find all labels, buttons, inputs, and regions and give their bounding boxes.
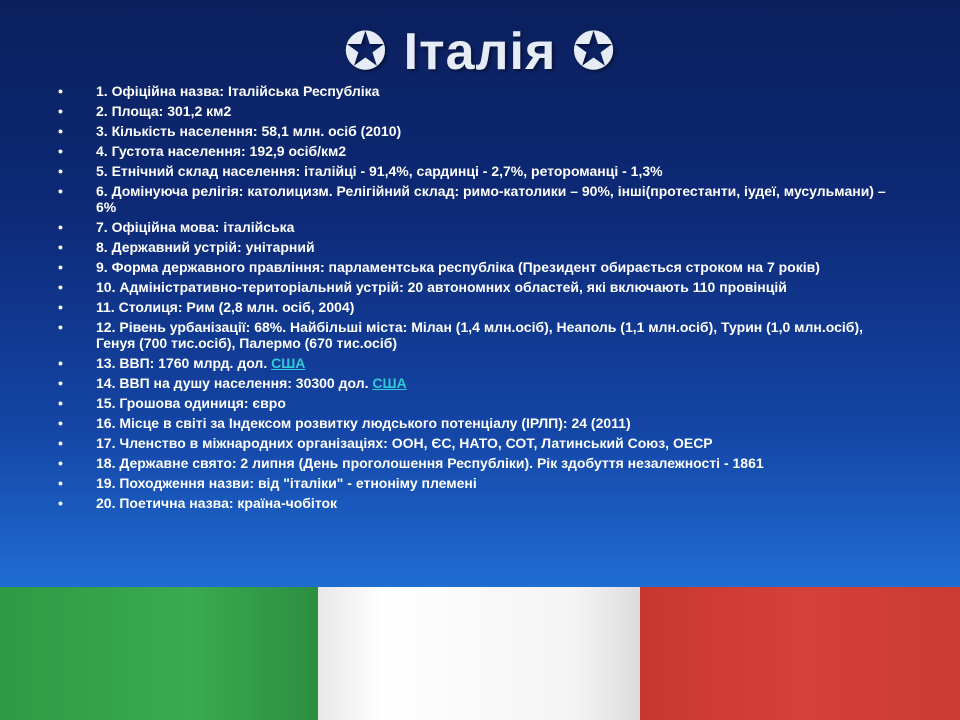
list-item (58, 395, 898, 411)
list-item-text: 4. Густота населення: 192,9 осіб/км2 (96, 143, 347, 159)
list-item (58, 355, 898, 371)
list-item-text: 20. Поетична назва: країна-чобіток (96, 495, 338, 511)
bullet-icon: • (58, 259, 63, 275)
slide-title: ✪ Італія ✪ (343, 23, 617, 81)
list-item (58, 219, 898, 235)
bullet-icon: • (58, 103, 63, 119)
bullet-icon: • (58, 415, 63, 431)
bullet-icon: • (58, 355, 63, 371)
bullet-icon: • (58, 495, 63, 511)
flag-white-band (318, 587, 640, 720)
list-item (58, 123, 898, 139)
bullet-icon: • (58, 143, 63, 159)
flag-red-band (640, 587, 960, 720)
list-item (58, 495, 898, 511)
bullet-icon: • (58, 299, 63, 315)
bullet-icon: • (58, 319, 63, 335)
bullet-icon: • (58, 83, 63, 99)
facts-list (58, 83, 898, 515)
list-item-text: 18. Державне свято: 2 липня (День проголошення Республіки). Рік здобуття незалежності - 1861 (96, 455, 764, 471)
list-item-text: 19. Походження назви: від "італіки" - етноніму племені (96, 475, 477, 491)
usa-link[interactable]: США (271, 355, 306, 371)
list-item-text: 11. Столиця: Рим (2,8 млн. осіб, 2004) (96, 299, 355, 315)
list-item (58, 163, 898, 179)
list-item-text: 5. Етнічний склад населення: італійці - 91,4%, сардинці - 2,7%, ретороманці - 1,3% (96, 163, 663, 179)
list-item-text: 3. Кількість населення: 58,1 млн. осіб (2010) (96, 123, 402, 139)
usa-link[interactable]: США (372, 375, 407, 391)
bullet-icon: • (58, 219, 63, 235)
list-item-text: 1. Офіційна назва: Італійська Республіка (96, 83, 380, 99)
list-item-text: 17. Членство в міжнародних організаціях: ООН, ЄС, НАТО, СОТ, Латинський Союз, ОЕСР (96, 435, 713, 451)
list-item (58, 239, 898, 255)
bullet-icon: • (58, 375, 63, 391)
list-item (58, 259, 898, 275)
bullet-icon: • (58, 395, 63, 411)
list-item (58, 375, 898, 391)
list-item-text: 8. Державний устрій: унітарний (96, 239, 315, 255)
list-item-text: 15. Грошова одиниця: євро (96, 395, 286, 411)
list-item (58, 475, 898, 491)
list-item-text: 6. Домінуюча релігія: католицизм. Релігійний склад: римо-католики – 90%, інші(протестанти, іудеї, мусульмани) – 6% (96, 183, 886, 215)
flag-green-band (0, 587, 318, 720)
bullet-icon: • (58, 279, 63, 295)
bullet-icon: • (58, 455, 63, 471)
list-item-text: 10. Адміністративно-територіальний устрій: 20 автономних областей, які включають 110 провінцій (96, 279, 787, 295)
list-item (58, 455, 898, 471)
list-item (58, 83, 898, 99)
bullet-icon: • (58, 435, 63, 451)
list-item (58, 299, 898, 315)
list-item-text: 16. Місце в світі за Індексом розвитку людського потенціалу (ІРЛП): 24 (2011) (96, 415, 631, 431)
list-item (58, 143, 898, 159)
list-item (58, 319, 898, 351)
list-item-text: 7. Офіційна мова: італійська (96, 219, 295, 235)
bullet-icon: • (58, 123, 63, 139)
list-item (58, 435, 898, 451)
list-item (58, 183, 898, 215)
list-item-text: 12. Рівень урбанізації: 68%. Найбільші міста: Мілан (1,4 млн.осіб), Неаполь (1,1 млн.осіб), Турин (1,0 млн.осіб), Генуя (700 тис.осіб), Палермо (670 тис.осіб) (96, 319, 863, 351)
list-item-text: 9. Форма державного правління: парламентська республіка (Президент обирається строком на 7 років) (96, 259, 820, 275)
bullet-icon: • (58, 475, 63, 491)
list-item-text: 2. Площа: 301,2 км2 (96, 103, 232, 119)
bullet-icon: • (58, 239, 63, 255)
list-item-text: 13. ВВП: 1760 млрд. дол. (96, 355, 272, 371)
list-item (58, 415, 898, 431)
list-item (58, 103, 898, 119)
list-item (58, 279, 898, 295)
bullet-icon: • (58, 183, 63, 199)
bullet-icon: • (58, 163, 63, 179)
list-item-text: 14. ВВП на душу населення: 30300 дол. (96, 375, 373, 391)
italian-flag (0, 587, 960, 720)
